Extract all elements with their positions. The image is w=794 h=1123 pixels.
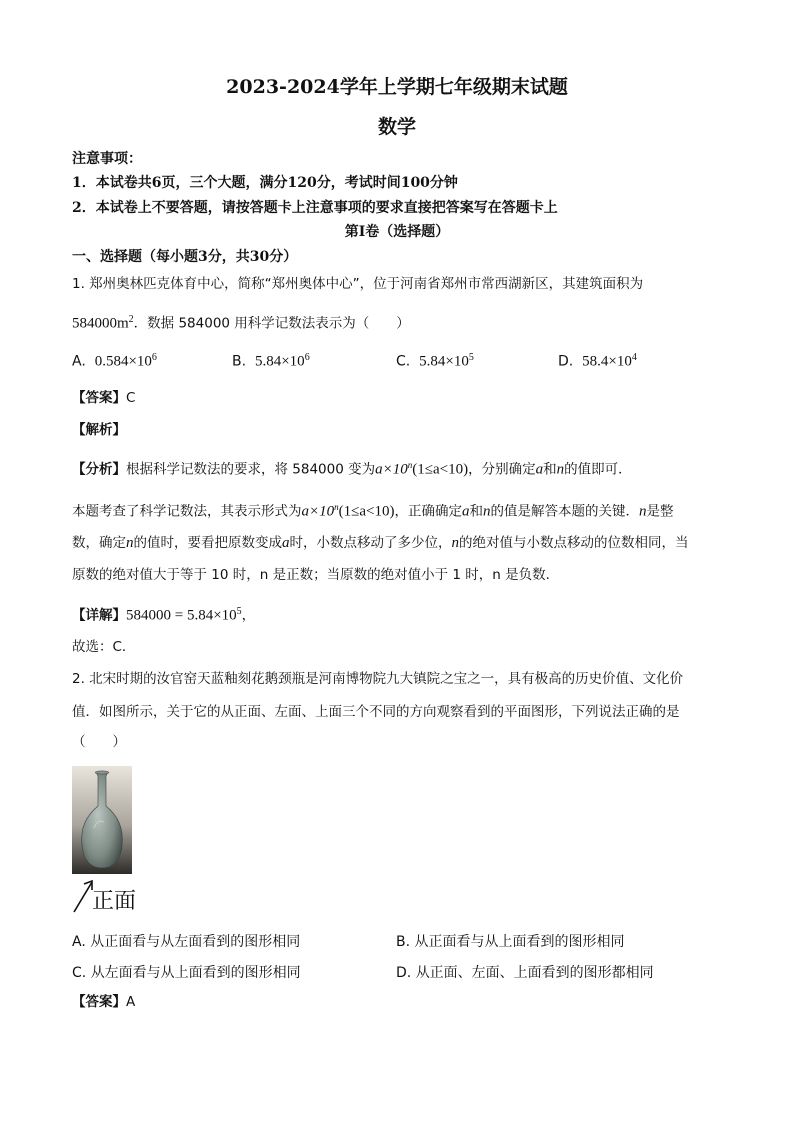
q2-option-b: B. 从正面看与从上面看到的图形相同 bbox=[396, 934, 625, 950]
q1-choice: 故选：C． bbox=[72, 639, 136, 655]
q1-detail: 【详解】$584000 = 5.84\times 10^5$， bbox=[72, 606, 256, 624]
q1-explain-1: 本题考查了科学记数法，其表示形式为$a\times 10^n(1\le a<10)$，正确确定a和n的值是解答本题的关键．n是整 bbox=[72, 502, 674, 520]
part-title: 一、选择题（每小题3分，共30分） bbox=[72, 249, 298, 265]
q1-analysis-tag: 【解析】 bbox=[72, 422, 126, 438]
q2-line-3: （ ） bbox=[72, 734, 126, 750]
q2-line-2: 值．如图所示，关于它的从正面、左面、上面三个不同的方向观察看到的平面图形，下列说法正确的是 bbox=[72, 704, 680, 720]
q2-option-d: D. 从正面、左面、上面看到的图形都相同 bbox=[396, 965, 654, 981]
vase-photo bbox=[72, 766, 132, 874]
q1-option-d: D. $58.4\times 10^4$ bbox=[558, 352, 637, 370]
subject-title: 数学 bbox=[377, 116, 416, 138]
q1-explain-3: 原数的绝对值大于等于 10 时，n 是正数；当原数的绝对值小于 1 时，n 是负数． bbox=[72, 567, 560, 583]
q1-line-2 bbox=[72, 310, 722, 334]
q1-area-value: 584000m bbox=[72, 315, 129, 332]
q1-area-exp: 2 bbox=[128, 314, 134, 325]
q1-answer: 【答案】C bbox=[72, 390, 136, 406]
q1-option-b: B. $5.84\times 10^6$ bbox=[232, 352, 310, 370]
exam-title: 2023-2024学年上学期七年级期末试题 bbox=[226, 76, 568, 98]
section-title: 第Ⅰ卷（选择题） bbox=[344, 224, 450, 240]
q1-option-c: C. $5.84\times 10^5$ bbox=[396, 352, 474, 370]
notes-heading: 注意事项： bbox=[72, 151, 142, 167]
front-label: 正面 bbox=[92, 889, 137, 914]
q1-line-2-rest: ．数据 584000 用科学记数法表示为（ ） bbox=[133, 315, 410, 332]
q2-answer: 【答案】A bbox=[72, 994, 136, 1010]
notes-item-2: 2．本试卷上不要答题，请按答题卡上注意事项的要求直接把答案写在答题卡上 bbox=[72, 200, 558, 216]
notes-item-1: 1．本试卷共6页，三个大题，满分120分，考试时间100分钟 bbox=[72, 175, 458, 191]
q2-option-c: C. 从左面看与从上面看到的图形相同 bbox=[72, 965, 301, 981]
q1-option-a: A. $0.584\times 10^6$ bbox=[72, 352, 157, 370]
q2-option-a: A. 从正面看与从左面看到的图形相同 bbox=[72, 934, 301, 950]
q2-line-1: 2. 北宋时期的汝官窑天蓝釉刻花鹅颈瓶是河南博物院九大镇院之宝之一，具有极高的历史价值、文化价 bbox=[72, 671, 684, 687]
q1-fenxi: 【分析】根据科学记数法的要求，将 584000 变为$a\times 10^n(1\le a<10)$，分别确定a和n的值即可． bbox=[72, 460, 632, 478]
q1-line-1: 1. 郑州奥林匹克体育中心，简称“郑州奥体中心”，位于河南省郑州市常西湖新区，其建筑面积为 bbox=[72, 276, 644, 292]
q1-explain-2: 数，确定n的值时，要看把原数变成a时，小数点移动了多少位，n的绝对值与小数点移动的位数相同，当 bbox=[72, 535, 689, 551]
